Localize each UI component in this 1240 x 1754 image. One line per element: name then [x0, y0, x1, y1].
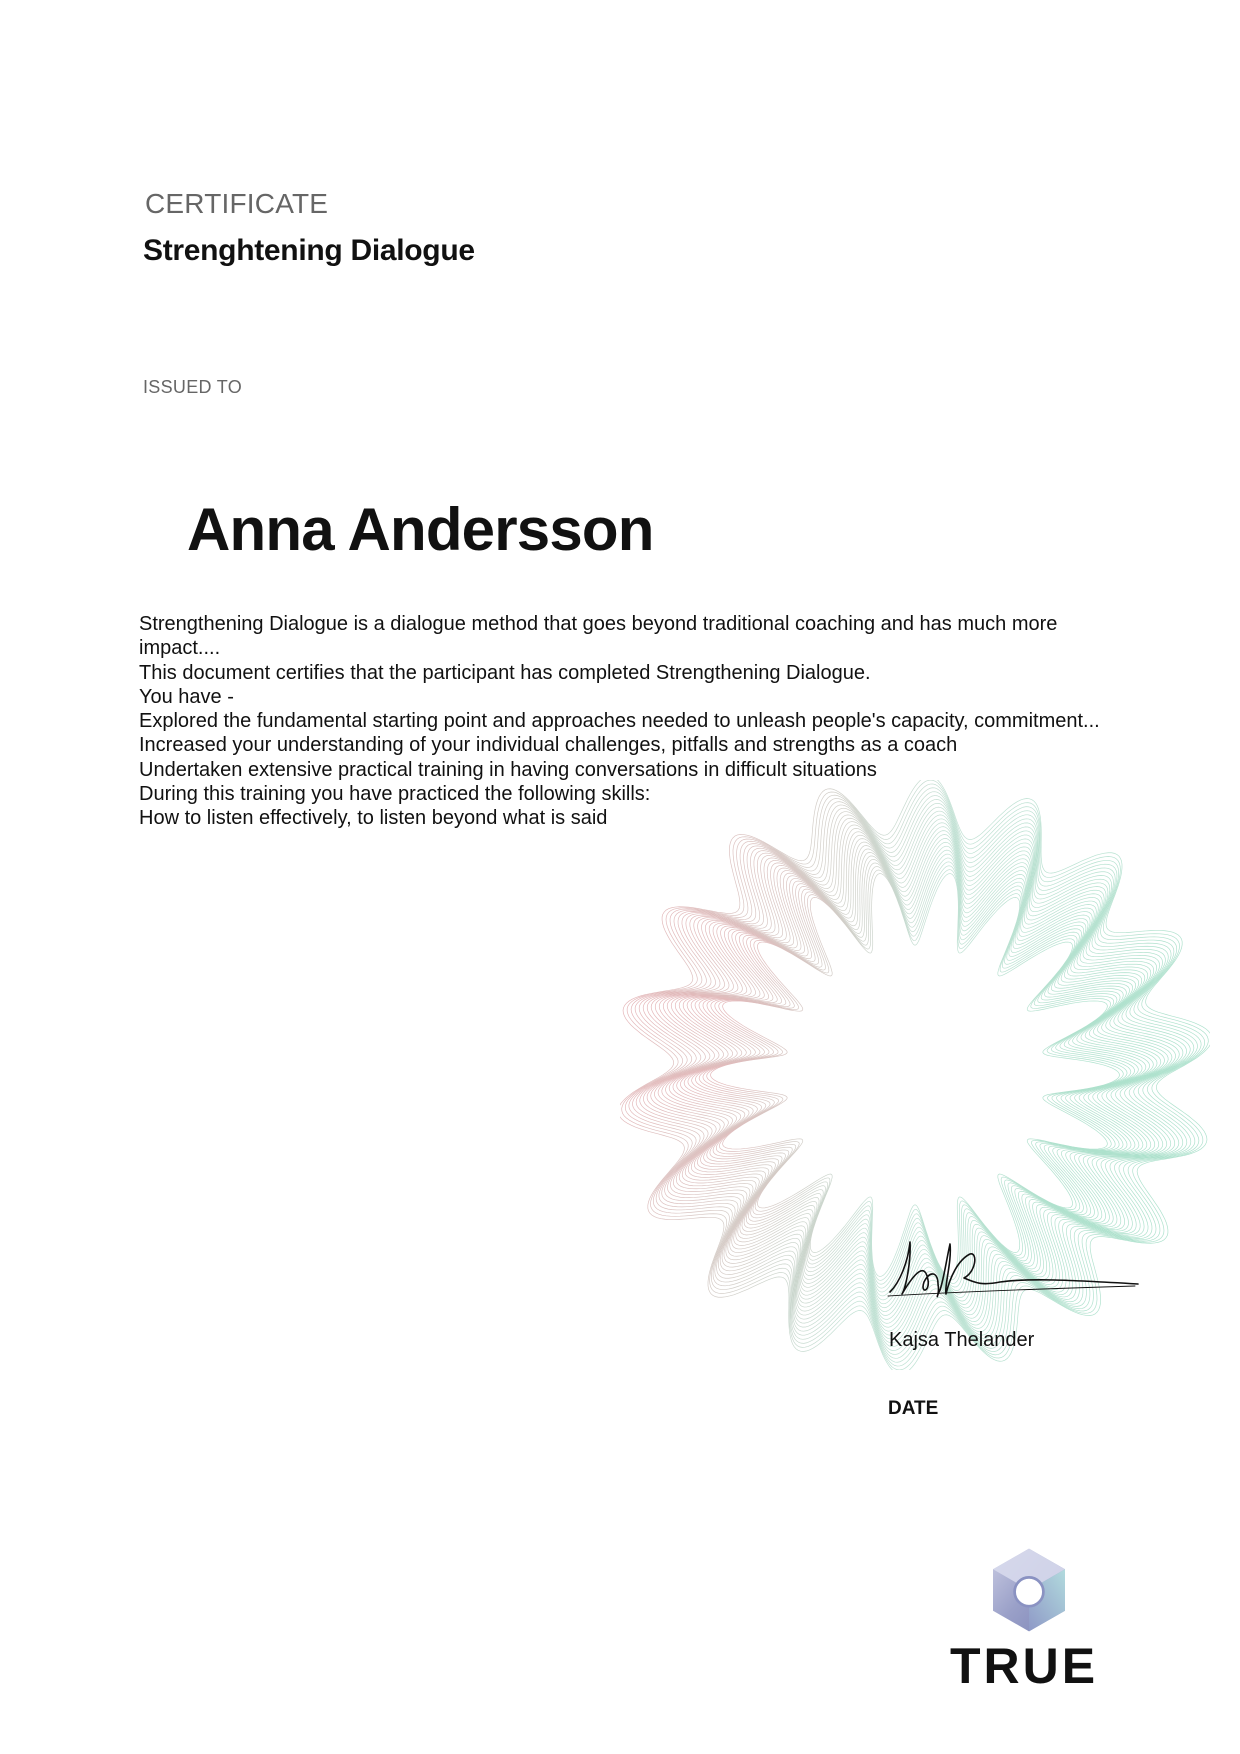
true-logo — [950, 1545, 1110, 1694]
description-line: Increased your understanding of your individual challenges, pitfalls and strengths as a coach — [139, 734, 958, 757]
rosette-line — [707, 870, 1124, 1281]
rosette-line — [703, 866, 1127, 1284]
description-line: Strengthening Dialogue is a dialogue method that goes beyond traditional coaching and has much more impact.... — [139, 613, 1058, 660]
issued-to-label: ISSUED TO — [143, 377, 243, 397]
logo-text: TRUE — [950, 1638, 1099, 1694]
signer-name: Kajsa Thelander — [889, 1329, 1035, 1351]
description-line: During this training you have practiced the following skills: — [139, 783, 651, 806]
recipient-name: Anna Andersson — [187, 496, 654, 563]
course-title: Strenghtening Dialogue — [143, 234, 475, 267]
signature-icon — [880, 1232, 1140, 1312]
description-text — [139, 612, 1139, 831]
hexagon-cube-logo-icon — [984, 1545, 1074, 1635]
date-label: DATE — [888, 1398, 939, 1419]
description-line: This document certifies that the participant has completed Strengthening Dialogue. — [139, 661, 871, 684]
description-line: Explored the fundamental starting point and approaches needed to unleash people's capacity, commitment... — [139, 710, 1100, 733]
rosette-line — [699, 862, 1131, 1288]
description-line: How to listen effectively, to listen beyond what is said — [139, 807, 608, 830]
certificate-label: CERTIFICATE — [145, 188, 329, 219]
description-line: You have - — [139, 685, 234, 708]
rosette-line — [695, 858, 1134, 1292]
description-line: Undertaken extensive practical training in having conversations in difficult situations — [139, 758, 877, 781]
